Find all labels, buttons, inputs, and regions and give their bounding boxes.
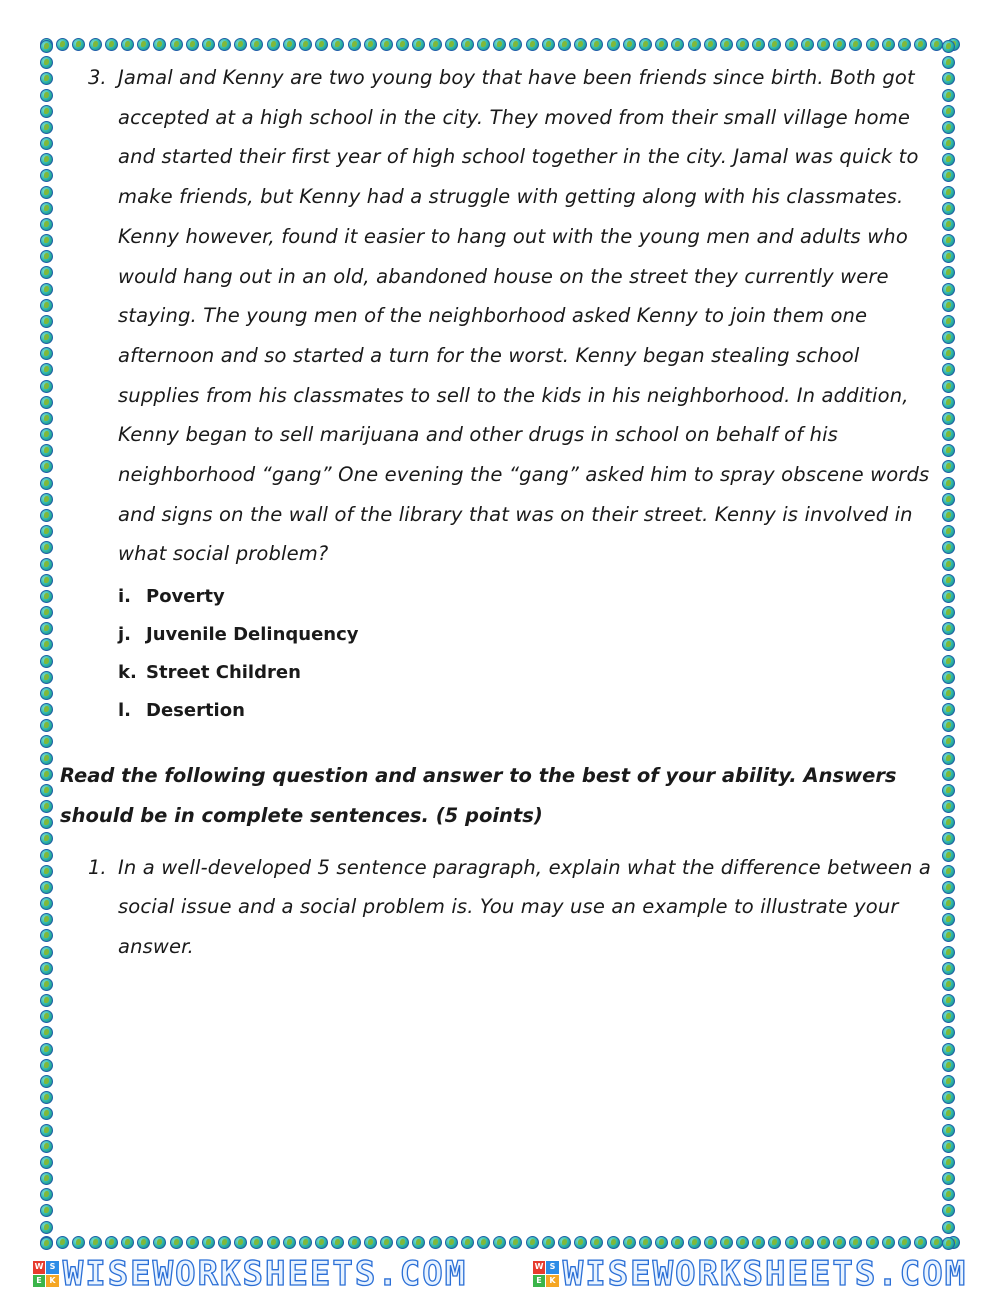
globe-icon [218, 38, 231, 51]
option-text: Street Children [146, 662, 301, 684]
globe-icon [736, 1236, 749, 1249]
globe-icon [942, 315, 955, 328]
globe-icon [942, 40, 955, 53]
globe-icon [942, 1124, 955, 1137]
question-3 [60, 58, 940, 574]
globe-icon [40, 363, 53, 376]
globe-icon [849, 1236, 862, 1249]
globe-icon [558, 1236, 571, 1249]
globe-icon [40, 218, 53, 231]
globe-icon [40, 558, 53, 571]
globe-icon [942, 1075, 955, 1088]
globe-icon [40, 72, 53, 85]
globe-icon [105, 1236, 118, 1249]
globe-icon [40, 1124, 53, 1137]
globe-icon [202, 1236, 215, 1249]
globe-icon [40, 412, 53, 425]
globe-icon [331, 38, 344, 51]
option-label: i. [118, 586, 132, 608]
globe-icon [942, 1059, 955, 1072]
globe-icon [942, 1204, 955, 1217]
globe-icon [40, 525, 53, 538]
globe-icon [40, 606, 53, 619]
globe-icon [688, 1236, 701, 1249]
globe-icon [817, 1236, 830, 1249]
globe-icon [299, 38, 312, 51]
globe-icon [40, 299, 53, 312]
globe-icon [40, 493, 53, 506]
globe-icon [40, 784, 53, 797]
globe-icon [942, 735, 955, 748]
globe-icon [137, 38, 150, 51]
globe-icon [942, 1043, 955, 1056]
globe-icon [942, 202, 955, 215]
globe-icon [590, 38, 603, 51]
globe-icon [942, 89, 955, 102]
globe-icon [942, 72, 955, 85]
globe-icon [942, 703, 955, 716]
globe-icon [364, 1236, 377, 1249]
globe-icon [40, 622, 53, 635]
globe-icon [817, 38, 830, 51]
globe-icon [704, 1236, 717, 1249]
globe-icon [655, 38, 668, 51]
globe-icon [56, 38, 69, 51]
globe-icon [942, 137, 955, 150]
globe-icon [121, 1236, 134, 1249]
globe-icon [218, 1236, 231, 1249]
brand-text: WISEWORKSHEETS.COM [62, 1254, 468, 1294]
globe-icon [40, 1026, 53, 1039]
left-globe-border [40, 40, 56, 1250]
globe-icon [40, 541, 53, 554]
question-3-number: 3. [88, 66, 107, 89]
option-l[interactable] [118, 692, 940, 730]
globe-icon [461, 1236, 474, 1249]
globe-icon [752, 38, 765, 51]
globe-icon [477, 1236, 490, 1249]
globe-icon [574, 1236, 587, 1249]
globe-icon [942, 250, 955, 263]
bottom-globe-border [40, 1236, 960, 1252]
globe-icon [40, 1204, 53, 1217]
globe-icon [40, 315, 53, 328]
globe-icon [849, 38, 862, 51]
option-text: Desertion [146, 700, 245, 722]
globe-icon [639, 38, 652, 51]
globe-icon [942, 1221, 955, 1234]
globe-icon [40, 1188, 53, 1201]
globe-icon [590, 1236, 603, 1249]
option-text: Juvenile Delinquency [146, 624, 359, 646]
globe-icon [331, 1236, 344, 1249]
globe-icon [942, 1140, 955, 1153]
globe-icon [40, 929, 53, 942]
globe-icon [493, 38, 506, 51]
globe-icon [40, 800, 53, 813]
globe-icon [186, 1236, 199, 1249]
globe-icon [942, 1237, 955, 1250]
globe-icon [364, 38, 377, 51]
globe-icon [833, 38, 846, 51]
globe-icon [942, 719, 955, 732]
globe-icon [461, 38, 474, 51]
globe-icon [914, 1236, 927, 1249]
globe-icon [429, 38, 442, 51]
globe-icon [801, 38, 814, 51]
footer-watermark [0, 1254, 1000, 1294]
globe-icon [40, 331, 53, 344]
globe-icon [509, 38, 522, 51]
globe-icon [801, 1236, 814, 1249]
globe-icon [942, 832, 955, 845]
globe-icon [942, 687, 955, 700]
globe-icon [250, 38, 263, 51]
globe-icon [40, 994, 53, 1007]
globe-icon [40, 40, 53, 53]
globe-icon [942, 962, 955, 975]
globe-icon [942, 234, 955, 247]
globe-icon [40, 913, 53, 926]
option-label: k. [118, 662, 137, 684]
globe-icon [72, 1236, 85, 1249]
question-3-options [60, 578, 940, 730]
globe-icon [942, 671, 955, 684]
globe-icon [768, 1236, 781, 1249]
globe-icon [429, 1236, 442, 1249]
globe-icon [250, 1236, 263, 1249]
globe-icon [866, 38, 879, 51]
globe-icon [40, 1237, 53, 1250]
globe-icon [942, 121, 955, 134]
globe-icon [40, 962, 53, 975]
globe-icon [283, 1236, 296, 1249]
globe-icon [785, 38, 798, 51]
globe-icon [671, 1236, 684, 1249]
globe-icon [942, 363, 955, 376]
globe-icon [558, 38, 571, 51]
globe-icon [202, 38, 215, 51]
globe-icon [186, 38, 199, 51]
globe-icon [153, 1236, 166, 1249]
globe-icon [40, 1059, 53, 1072]
globe-icon [942, 444, 955, 457]
option-text: Poverty [146, 586, 225, 608]
globe-icon [942, 913, 955, 926]
option-i[interactable] [118, 578, 940, 616]
globe-icon [720, 1236, 733, 1249]
globe-icon [942, 1026, 955, 1039]
globe-icon [40, 574, 53, 587]
globe-icon [40, 266, 53, 279]
globe-icon [380, 38, 393, 51]
globe-icon [942, 218, 955, 231]
question-1-text: In a well-developed 5 sentence paragraph, explain what the difference between a social issue and a social problem is. You may use an example to illustrate your answer. [118, 855, 931, 958]
globe-icon [942, 509, 955, 522]
globe-icon [234, 38, 247, 51]
globe-icon [942, 800, 955, 813]
globe-icon [942, 655, 955, 668]
globe-icon [736, 38, 749, 51]
globe-icon [942, 784, 955, 797]
globe-icon [121, 38, 134, 51]
globe-icon [40, 881, 53, 894]
worksheet-content [60, 58, 940, 967]
globe-icon [942, 606, 955, 619]
globe-icon [40, 153, 53, 166]
globe-icon [942, 169, 955, 182]
globe-icon [40, 865, 53, 878]
globe-icon [267, 38, 280, 51]
globe-icon [942, 396, 955, 409]
globe-icon [283, 38, 296, 51]
globe-icon [170, 1236, 183, 1249]
globe-icon [234, 1236, 247, 1249]
globe-icon [942, 493, 955, 506]
top-globe-border [40, 38, 960, 54]
question-3-passage: Jamal and Kenny are two young boy that have been friends since birth. Both got accepted at a high school in the city. They moved from their small village home and started their first year of high school together in the city. Jamal was quick to make friends, but Kenny had a struggle with getting along with his classmates. Kenny however, found it easier to hang out with the young men and adults who would hang out in an old, abandoned house on the street they currently were staying. The young men of the neighborhood asked Kenny to join them one afternoon and so started a turn for the worst. Kenny began stealing school supplies from his classmates to sell to the kids in his neighborhood. In addition, Kenny began to sell marijuana and other drugs in school on behalf of his neighborhood “gang” One evening the “gang” asked him to spray obscene words and signs on the wall of the library that was on their street. Kenny is involved in what social problem? [118, 66, 930, 566]
globe-icon [445, 1236, 458, 1249]
globe-icon [942, 622, 955, 635]
question-1-number: 1. [88, 855, 107, 879]
globe-icon [509, 1236, 522, 1249]
option-k[interactable] [118, 654, 940, 692]
globe-icon [574, 38, 587, 51]
globe-icon [40, 849, 53, 862]
globe-icon [898, 38, 911, 51]
globe-icon [315, 38, 328, 51]
question-1 [60, 848, 940, 967]
globe-icon [942, 638, 955, 651]
globe-icon [40, 703, 53, 716]
globe-icon [40, 202, 53, 215]
globe-icon [942, 347, 955, 360]
globe-icon [40, 444, 53, 457]
globe-icon [477, 38, 490, 51]
globe-icon [942, 1188, 955, 1201]
globe-icon [40, 638, 53, 651]
globe-icon [768, 38, 781, 51]
globe-icon [56, 1236, 69, 1249]
globe-icon [105, 38, 118, 51]
globe-icon [348, 38, 361, 51]
section-instructions: Read the following question and answer to the best of your ability. Answers should be in complete sentences. (5 points) [60, 764, 897, 827]
globe-icon [40, 89, 53, 102]
globe-icon [40, 186, 53, 199]
globe-icon [40, 590, 53, 603]
globe-icon [40, 428, 53, 441]
globe-icon [655, 1236, 668, 1249]
globe-icon [942, 428, 955, 441]
globe-icon [942, 897, 955, 910]
globe-icon [40, 832, 53, 845]
globe-icon [72, 38, 85, 51]
globe-icon [942, 946, 955, 959]
option-label: l. [118, 700, 132, 722]
globe-icon [942, 881, 955, 894]
globe-icon [623, 1236, 636, 1249]
option-label: j. [118, 624, 132, 646]
globe-icon [40, 687, 53, 700]
globe-icon [942, 153, 955, 166]
globe-icon [942, 1156, 955, 1169]
globe-icon [942, 849, 955, 862]
globe-icon [942, 412, 955, 425]
globe-icon [153, 38, 166, 51]
globe-icon [40, 1075, 53, 1088]
globe-icon [942, 574, 955, 587]
globe-icon [299, 1236, 312, 1249]
globe-icon [40, 719, 53, 732]
globe-icon [752, 1236, 765, 1249]
globe-icon [412, 38, 425, 51]
globe-icon [671, 38, 684, 51]
globe-icon [40, 169, 53, 182]
globe-icon [526, 38, 539, 51]
globe-icon [942, 752, 955, 765]
globe-icon [40, 1107, 53, 1120]
globe-icon [942, 994, 955, 1007]
globe-icon [267, 1236, 280, 1249]
globe-icon [942, 186, 955, 199]
globe-icon [942, 978, 955, 991]
globe-icon [40, 897, 53, 910]
globe-icon [89, 38, 102, 51]
globe-icon [542, 1236, 555, 1249]
globe-icon [607, 1236, 620, 1249]
globe-icon [380, 1236, 393, 1249]
globe-icon [942, 1172, 955, 1185]
globe-icon [942, 299, 955, 312]
globe-icon [40, 137, 53, 150]
globe-icon [40, 121, 53, 134]
globe-icon [942, 541, 955, 554]
globe-icon [40, 347, 53, 360]
globe-icon [40, 816, 53, 829]
globe-icon [348, 1236, 361, 1249]
globe-icon [942, 266, 955, 279]
globe-icon [40, 752, 53, 765]
globe-icon [40, 735, 53, 748]
globe-icon [942, 768, 955, 781]
globe-icon [40, 1221, 53, 1234]
globe-icon [40, 250, 53, 263]
globe-icon [445, 38, 458, 51]
globe-icon [40, 671, 53, 684]
brand-text: WISEWORKSHEETS.COM [562, 1254, 968, 1294]
globe-icon [40, 1140, 53, 1153]
brand-watermark [533, 1254, 967, 1294]
globe-icon [882, 38, 895, 51]
globe-icon [942, 525, 955, 538]
globe-icon [40, 234, 53, 247]
globe-icon [942, 380, 955, 393]
globe-icon [785, 1236, 798, 1249]
globe-icon [942, 590, 955, 603]
globe-icon [942, 558, 955, 571]
globe-icon [882, 1236, 895, 1249]
globe-icon [720, 38, 733, 51]
globe-icon [40, 1091, 53, 1104]
globe-icon [942, 1010, 955, 1023]
globe-icon [396, 38, 409, 51]
globe-icon [942, 1091, 955, 1104]
globe-icon [40, 1010, 53, 1023]
globe-icon [40, 396, 53, 409]
globe-icon [412, 1236, 425, 1249]
globe-icon [942, 283, 955, 296]
globe-icon [526, 1236, 539, 1249]
globe-icon [40, 1043, 53, 1056]
globe-icon [942, 105, 955, 118]
globe-icon [40, 380, 53, 393]
globe-icon [942, 56, 955, 69]
wiseworksheets-logo-icon: W S E K [33, 1261, 59, 1287]
globe-icon [493, 1236, 506, 1249]
globe-icon [942, 865, 955, 878]
globe-icon [40, 1172, 53, 1185]
wiseworksheets-logo-icon: W S E K [533, 1261, 559, 1287]
globe-icon [315, 1236, 328, 1249]
globe-icon [40, 978, 53, 991]
globe-icon [688, 38, 701, 51]
globe-icon [942, 816, 955, 829]
globe-icon [942, 331, 955, 344]
globe-icon [40, 655, 53, 668]
globe-icon [137, 1236, 150, 1249]
right-globe-border [942, 40, 958, 1250]
globe-icon [607, 38, 620, 51]
globe-icon [898, 1236, 911, 1249]
globe-icon [40, 283, 53, 296]
globe-icon [639, 1236, 652, 1249]
globe-icon [40, 477, 53, 490]
globe-icon [914, 38, 927, 51]
globe-icon [40, 946, 53, 959]
globe-icon [40, 768, 53, 781]
globe-icon [542, 38, 555, 51]
option-j[interactable] [118, 616, 940, 654]
globe-icon [89, 1236, 102, 1249]
globe-icon [40, 509, 53, 522]
globe-icon [942, 477, 955, 490]
globe-icon [942, 929, 955, 942]
globe-icon [40, 1156, 53, 1169]
globe-icon [623, 38, 636, 51]
globe-icon [40, 460, 53, 473]
globe-icon [833, 1236, 846, 1249]
globe-icon [40, 105, 53, 118]
globe-icon [942, 460, 955, 473]
brand-watermark [33, 1254, 467, 1294]
globe-icon [704, 38, 717, 51]
globe-icon [40, 56, 53, 69]
globe-icon [170, 38, 183, 51]
globe-icon [942, 1107, 955, 1120]
globe-icon [396, 1236, 409, 1249]
globe-icon [866, 1236, 879, 1249]
